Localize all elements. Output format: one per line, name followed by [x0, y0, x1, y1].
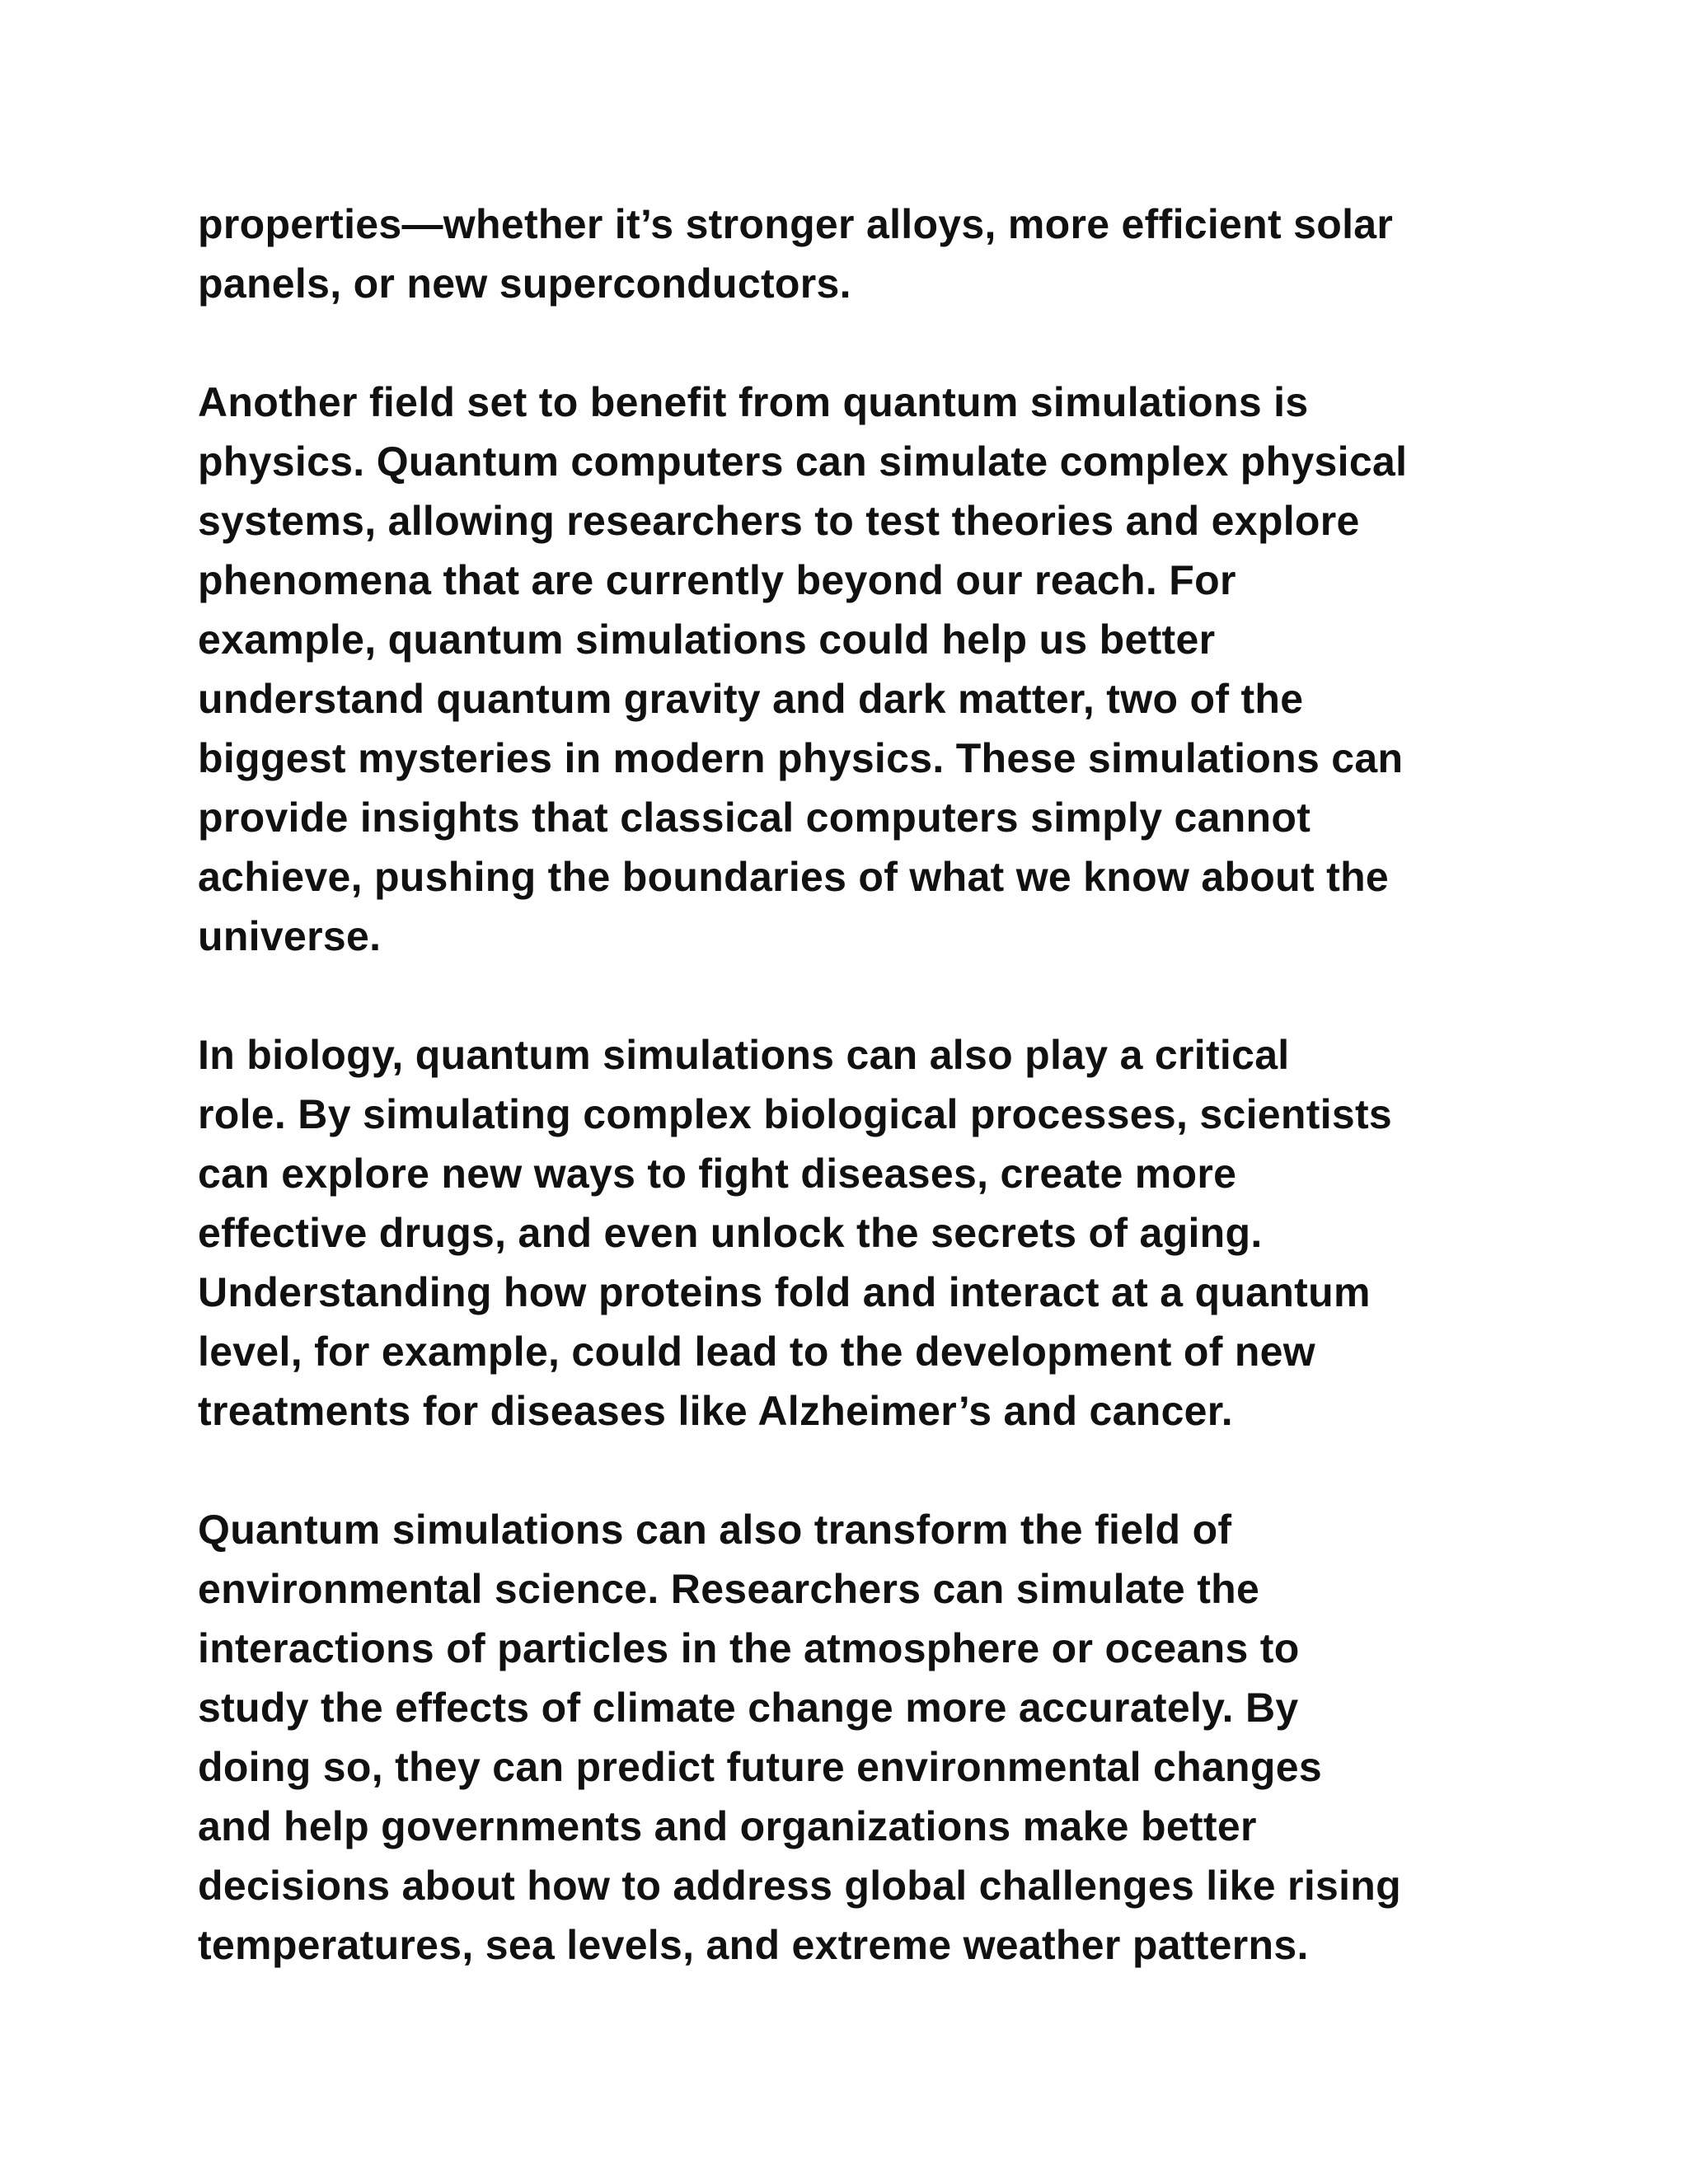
text-line: doing so, they can predict future environmental changes	[198, 1744, 1322, 1790]
text-line: role. By simulating complex biological processes, scientists	[198, 1091, 1393, 1137]
text-line: treatments for diseases like Alzheimer’s and cancer.	[198, 1388, 1233, 1434]
text-line: phenomena that are currently beyond our reach. For	[198, 557, 1236, 603]
text-line: level, for example, could lead to the development of new	[198, 1329, 1315, 1375]
text-line: temperatures, sea levels, and extreme weather patterns.	[198, 1922, 1309, 1968]
text-line: panels, or new superconductors.	[198, 260, 851, 307]
text-line: and help governments and organizations make better	[198, 1803, 1257, 1849]
text-line: environmental science. Researchers can simulate the	[198, 1566, 1260, 1612]
text-line: example, quantum simulations could help us better	[198, 616, 1216, 663]
text-line: study the effects of climate change more accurately. By	[198, 1685, 1299, 1731]
text-line: understand quantum gravity and dark matter, two of the	[198, 676, 1304, 722]
text-line: properties—whether it’s stronger alloys, more efficient solar	[198, 201, 1394, 247]
text-line: Quantum simulations can also transform the field of	[198, 1507, 1232, 1553]
paragraph-biology	[198, 1025, 1517, 1441]
text-line: universe.	[198, 913, 382, 959]
text-line: In biology, quantum simulations can also play a critical	[198, 1032, 1290, 1078]
text-line: systems, allowing researchers to test theories and explore	[198, 498, 1360, 544]
text-line: decisions about how to address global challenges like rising	[198, 1863, 1401, 1909]
text-line: physics. Quantum computers can simulate complex physical	[198, 438, 1408, 485]
paragraph-environmental-science	[198, 1500, 1517, 1975]
paragraph-materials	[198, 194, 1517, 313]
text-line: achieve, pushing the boundaries of what we know about the	[198, 854, 1390, 900]
document-body	[198, 194, 1517, 2034]
text-line: can explore new ways to fight diseases, create more	[198, 1151, 1237, 1197]
paragraph-physics	[198, 373, 1517, 966]
text-line: Understanding how proteins fold and interact at a quantum	[198, 1269, 1371, 1315]
text-line: biggest mysteries in modern physics. These simulations can	[198, 735, 1404, 781]
text-line: provide insights that classical computers simply cannot	[198, 794, 1311, 841]
text-line: effective drugs, and even unlock the secrets of aging.	[198, 1210, 1263, 1256]
text-line: interactions of particles in the atmosphere or oceans to	[198, 1625, 1300, 1671]
text-line: Another field set to benefit from quantum simulations is	[198, 379, 1309, 425]
